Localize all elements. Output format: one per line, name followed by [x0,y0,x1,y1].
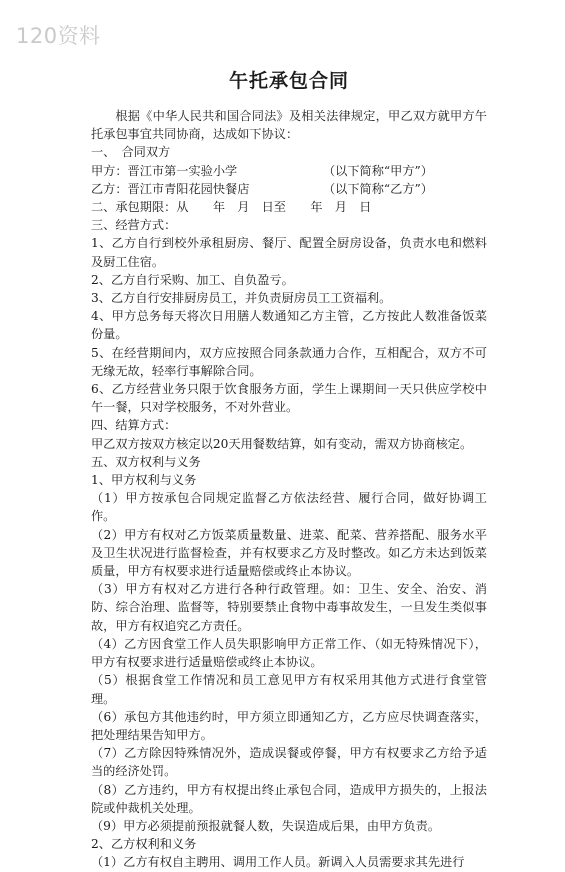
party-b-line [91,180,487,198]
party-a-rights-list [91,489,487,835]
settlement-text: 甲乙双方按双方核定以20天用餐数结算，如有变动，需双方协商核定。 [91,436,473,451]
mode-item: 5、在经营期间内，双方应按照合同条款通力合作，互相配合，双方不可无缘无故，轻率行事解除合同。 [91,345,487,378]
party-a-right-item: （6）承包方其他违约时，甲方须立即通知乙方，乙方应尽快调查落实，把处理结果告知甲方。 [91,709,487,742]
party-a-rights-heading: 1、甲方权利与义务 [91,473,197,488]
section-heading-parties: 一、 合同双方 [91,145,171,160]
party-b-name: 乙方：晋江市青阳花园快餐店 [91,181,250,196]
party-a-right-item: （5）根据食堂工作情况和员工意见甲方有权采用其他方式进行食堂管理。 [91,673,487,706]
party-a-right-item: （1）甲方按承包合同规定监督乙方依法经营、履行合同，做好协调工作。 [91,491,487,524]
party-a-alias: （以下简称“甲方”） [323,163,433,178]
party-a-right-item: （8）乙方违约，甲方有权提出终止承包合同，造成甲方损失的，上报法院或仲裁机关处理。 [91,782,487,815]
mode-item: 3、乙方自行安排厨房员工，并负责厨房员工工资福利。 [91,291,392,306]
party-a-right-item: （3）甲方有权对乙方进行各种行政管理。如：卫生、安全、治安、消防、综合治理、监督等，特别要禁止食物中毒事故发生，一旦发生类似事故，甲方有权追究乙方责任。 [91,582,487,633]
document-page [91,66,487,872]
party-a-right-item: （7）乙方除因特殊情况外，造成误餐或停餐，甲方有权要求乙方给予适当的经济处罚。 [91,746,487,779]
party-a-right-item: （9）甲方必须提前预报就餐人数，失误造成后果，由甲方负责。 [91,818,441,833]
section-heading-rights: 五、双方权利与义务 [91,454,201,469]
mode-item: 4、甲方总务每天将次日用膳人数通知乙方主管，乙方按此人数准备饭菜份量。 [91,309,487,342]
party-a-name: 甲方：晋江市第一实验小学 [91,163,238,178]
contract-term: 二、承包期限：从 年 月 日至 年 月 日 [91,200,372,215]
document-title: 午托承包合同 [228,70,349,92]
mode-item: 1、乙方自行到校外承租厨房、餐厅、配置全厨房设备，负责水电和燃料及厨工住宿。 [91,236,487,269]
party-b-rights-list [91,853,487,871]
watermark: 120资料 [16,24,101,48]
intro-paragraph: 根据《中华人民共和国合同法》及相关法律规定，甲乙双方就甲方午托承包事宜共同协商，达成如下协议： [91,109,487,142]
party-a-right-item: （4）乙方因食堂工作人员失职影响甲方正常工作、（如无特殊情况下），甲方有权要求进行适量赔偿或终止本协议。 [91,636,487,670]
mode-list [91,234,487,416]
party-b-right-item: （1）乙方有权自主聘用、调用工作人员。新调入人员需要求其先进行 [91,855,465,870]
section-heading-mode: 三、经营方式： [91,218,177,233]
section-heading-settlement: 四、结算方式： [91,418,177,433]
party-b-alias: （以下简称“乙方”） [323,181,433,196]
party-b-rights-heading: 2、乙方权利和义务 [91,837,197,852]
party-a-right-item: （2）甲方有权对乙方饭菜质量数量、进菜、配菜、营养搭配、服务水平及卫生状况进行监督检查，并有权要求乙方及时整改。如乙方未达到饭菜质量，甲方有权要求进行适量赔偿或终止本协议。 [91,527,487,579]
mode-item: 6、乙方经营业务只限于饮食服务方面，学生上课期间一天只供应学校中午一餐，只对学校服务，不对外营业。 [91,382,487,415]
party-a-line [91,162,487,180]
mode-item: 2、乙方自行采购、加工、自负盈亏。 [91,272,294,287]
